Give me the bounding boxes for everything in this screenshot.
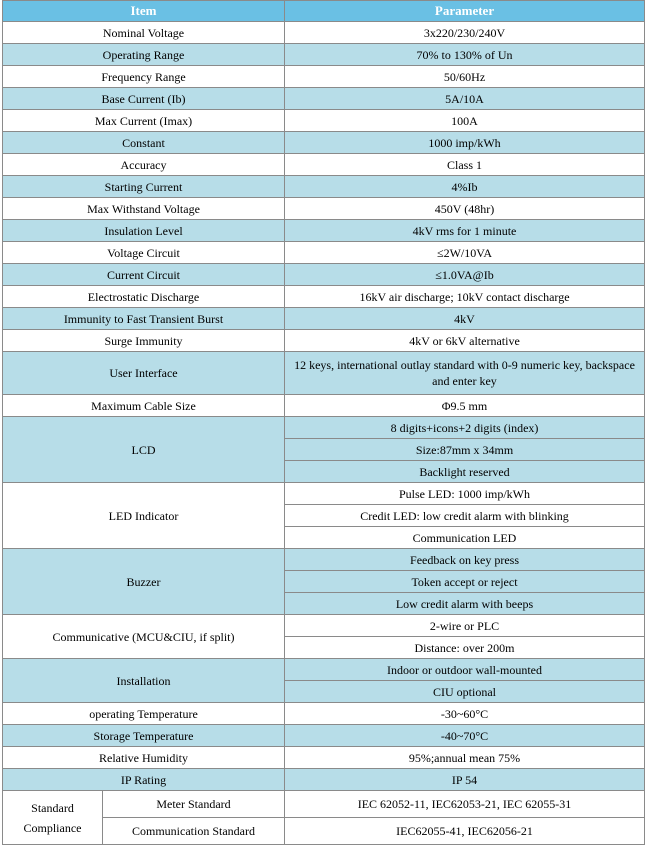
- table-row: [3, 22, 645, 44]
- table-row-standard: [3, 791, 645, 818]
- row-item: Electrostatic Discharge: [3, 286, 285, 308]
- table-row: [3, 176, 645, 198]
- installation-value: Indoor or outdoor wall-mounted: [285, 659, 645, 681]
- led-value: Credit LED: low credit alarm with blinking: [285, 505, 645, 527]
- row-item: Max Withstand Voltage: [3, 198, 285, 220]
- row-value: ≤1.0VA@Ib: [285, 264, 645, 286]
- row-item: Voltage Circuit: [3, 242, 285, 264]
- table-header-row: [3, 1, 645, 22]
- table-row: [3, 132, 645, 154]
- installation-value: CIU optional: [285, 681, 645, 703]
- row-value: 4kV or 6kV alternative: [285, 330, 645, 352]
- row-item: User Interface: [3, 352, 285, 395]
- row-value: 4kV rms for 1 minute: [285, 220, 645, 242]
- table-row: [3, 88, 645, 110]
- table-row: [3, 198, 645, 220]
- row-item: Surge Immunity: [3, 330, 285, 352]
- row-value: 95%;annual mean 75%: [285, 747, 645, 769]
- row-value: 4%Ib: [285, 176, 645, 198]
- row-value: 100A: [285, 110, 645, 132]
- specification-table: [2, 0, 645, 845]
- table-row: [3, 242, 645, 264]
- table-row: [3, 747, 645, 769]
- row-item: Base Current (Ib): [3, 88, 285, 110]
- table-row: [3, 725, 645, 747]
- communicative-value: 2-wire or PLC: [285, 615, 645, 637]
- table-row: [3, 330, 645, 352]
- lcd-item: LCD: [3, 417, 285, 483]
- row-item: Relative Humidity: [3, 747, 285, 769]
- table-row: [3, 110, 645, 132]
- row-item: operating Temperature: [3, 703, 285, 725]
- standard-value: IEC62055-41, IEC62056-21: [285, 818, 645, 845]
- row-value: IP 54: [285, 769, 645, 791]
- installation-item: Installation: [3, 659, 285, 703]
- row-item: Current Circuit: [3, 264, 285, 286]
- row-item: Starting Current: [3, 176, 285, 198]
- communicative-value: Distance: over 200m: [285, 637, 645, 659]
- table-row-led: [3, 483, 645, 505]
- row-value: 1000 imp/kWh: [285, 132, 645, 154]
- row-value: 450V (48hr): [285, 198, 645, 220]
- lcd-value: Size:87mm x 34mm: [285, 439, 645, 461]
- row-item: Nominal Voltage: [3, 22, 285, 44]
- row-item: Maximum Cable Size: [3, 395, 285, 417]
- table-row: [3, 66, 645, 88]
- row-item: Frequency Range: [3, 66, 285, 88]
- communicative-item: Communicative (MCU&CIU, if split): [3, 615, 285, 659]
- row-value: 50/60Hz: [285, 66, 645, 88]
- row-value: Class 1: [285, 154, 645, 176]
- row-item: Accuracy: [3, 154, 285, 176]
- buzzer-value: Feedback on key press: [285, 549, 645, 571]
- lcd-value: Backlight reserved: [285, 461, 645, 483]
- row-item: Storage Temperature: [3, 725, 285, 747]
- standard-value: IEC 62052-11, IEC62053-21, IEC 62055-31: [285, 791, 645, 818]
- table-row: [3, 286, 645, 308]
- row-value: ≤2W/10VA: [285, 242, 645, 264]
- row-value: 16kV air discharge; 10kV contact discharge: [285, 286, 645, 308]
- table-row: [3, 703, 645, 725]
- table-row-lcd: [3, 417, 645, 439]
- row-value: -30~60°C: [285, 703, 645, 725]
- row-item: Operating Range: [3, 44, 285, 66]
- lcd-value: 8 digits+icons+2 digits (index): [285, 417, 645, 439]
- buzzer-item: Buzzer: [3, 549, 285, 615]
- row-value: 12 keys, international outlay standard with 0-9 numeric key, backspace and enter key: [285, 352, 645, 395]
- standard-item: Standard Compliance: [3, 791, 103, 845]
- row-item: Insulation Level: [3, 220, 285, 242]
- header-item: Item: [3, 1, 285, 22]
- row-item: Constant: [3, 132, 285, 154]
- table-row: [3, 264, 645, 286]
- table-row: [3, 44, 645, 66]
- led-value: Communication LED: [285, 527, 645, 549]
- standard-sub-item: Meter Standard: [103, 791, 285, 818]
- led-item: LED Indicator: [3, 483, 285, 549]
- row-value: 70% to 130% of Un: [285, 44, 645, 66]
- row-value: 4kV: [285, 308, 645, 330]
- row-value: -40~70°C: [285, 725, 645, 747]
- table-row: [3, 154, 645, 176]
- row-value: 5A/10A: [285, 88, 645, 110]
- table-row-installation: [3, 659, 645, 681]
- row-item: Immunity to Fast Transient Burst: [3, 308, 285, 330]
- buzzer-value: Low credit alarm with beeps: [285, 593, 645, 615]
- row-value: 3x220/230/240V: [285, 22, 645, 44]
- led-value: Pulse LED: 1000 imp/kWh: [285, 483, 645, 505]
- row-item: Max Current (Imax): [3, 110, 285, 132]
- table-row-buzzer: [3, 549, 645, 571]
- row-item: IP Rating: [3, 769, 285, 791]
- table-row-communicative: [3, 615, 645, 637]
- header-parameter: Parameter: [285, 1, 645, 22]
- row-value: Φ9.5 mm: [285, 395, 645, 417]
- table-row: [3, 352, 645, 395]
- table-row: [3, 220, 645, 242]
- table-row: [3, 769, 645, 791]
- standard-sub-item: Communication Standard: [103, 818, 285, 845]
- table-row: [3, 395, 645, 417]
- table-row: [3, 308, 645, 330]
- buzzer-value: Token accept or reject: [285, 571, 645, 593]
